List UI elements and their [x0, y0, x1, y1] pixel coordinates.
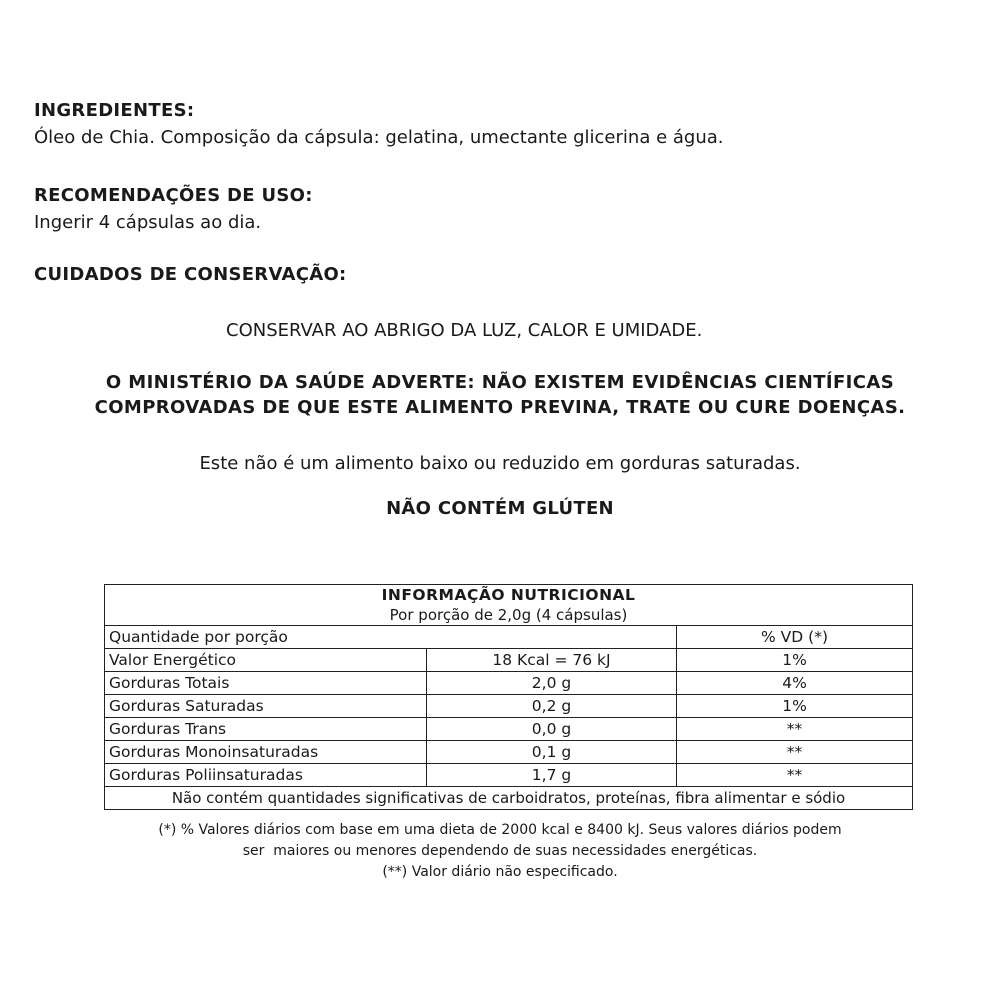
nutrition-note: Não contém quantidades significativas de carboidratos, proteínas, fibra alimentar e sódio [105, 787, 913, 810]
nutrient-name: Gorduras Trans [105, 718, 427, 741]
usage-heading: RECOMENDAÇÕES DE USO: [34, 185, 313, 206]
storage-heading: CUIDADOS DE CONSERVAÇÃO: [34, 264, 347, 285]
footnote-line-1: (*) % Valores diários com base em uma dieta de 2000 kcal e 8400 kJ. Seus valores diários podem [158, 822, 842, 838]
nutrient-name: Gorduras Monoinsaturadas [105, 741, 427, 764]
nutrient-name: Gorduras Poliinsaturadas [105, 764, 427, 787]
header-quantity: Quantidade por porção [105, 626, 677, 649]
nutrition-title-row [105, 585, 913, 626]
nutrient-amount: 1,7 g [427, 764, 677, 787]
usage-text: Ingerir 4 cápsulas ao dia. [34, 212, 262, 233]
table-row [105, 764, 913, 787]
nutrient-amount: 0,2 g [427, 695, 677, 718]
table-row [105, 672, 913, 695]
table-row [105, 649, 913, 672]
nutrient-name: Gorduras Saturadas [105, 695, 427, 718]
storage-text: CONSERVAR AO ABRIGO DA LUZ, CALOR E UMIDADE. [226, 320, 703, 341]
nutrient-dv: ** [677, 718, 913, 741]
nutrient-amount: 0,1 g [427, 741, 677, 764]
nutrition-note-row [105, 787, 913, 810]
footnotes [0, 820, 1000, 883]
footnote-line-3: (**) Valor diário não especificado. [382, 864, 618, 880]
health-warning-line-1: O MINISTÉRIO DA SAÚDE ADVERTE: NÃO EXISTEM EVIDÊNCIAS CIENTÍFICAS [105, 372, 895, 393]
nutrition-subtitle: Por porção de 2,0g (4 cápsulas) [389, 606, 628, 624]
nutrient-dv: ** [677, 764, 913, 787]
nutrition-facts-table [104, 584, 913, 810]
health-warning-line-2: COMPROVADAS DE QUE ESTE ALIMENTO PREVINA, TRATE OU CURE DOENÇAS. [94, 397, 906, 418]
nutrient-amount: 0,0 g [427, 718, 677, 741]
nutrient-dv: 4% [677, 672, 913, 695]
nutrient-name: Valor Energético [105, 649, 427, 672]
nutrient-name: Gorduras Totais [105, 672, 427, 695]
nutrient-dv: 1% [677, 649, 913, 672]
table-row [105, 695, 913, 718]
nutrition-header-row [105, 626, 913, 649]
ingredients-text: Óleo de Chia. Composição da cápsula: gelatina, umectante glicerina e água. [34, 127, 724, 148]
nutrient-dv: ** [677, 741, 913, 764]
health-warning [0, 370, 1000, 420]
nutrient-dv: 1% [677, 695, 913, 718]
header-daily-value: % VD (*) [677, 626, 913, 649]
nutrition-title: INFORMAÇÃO NUTRICIONAL [381, 586, 636, 604]
gluten-notice: NÃO CONTÉM GLÚTEN [386, 498, 614, 519]
nutrient-amount: 18 Kcal = 76 kJ [427, 649, 677, 672]
nutrient-amount: 2,0 g [427, 672, 677, 695]
ingredients-heading: INGREDIENTES: [34, 100, 195, 121]
footnote-line-2: ser maiores ou menores dependendo de suas necessidades energéticas. [242, 843, 758, 859]
table-row [105, 741, 913, 764]
saturated-fat-notice: Este não é um alimento baixo ou reduzido em gorduras saturadas. [199, 453, 801, 474]
table-row [105, 718, 913, 741]
